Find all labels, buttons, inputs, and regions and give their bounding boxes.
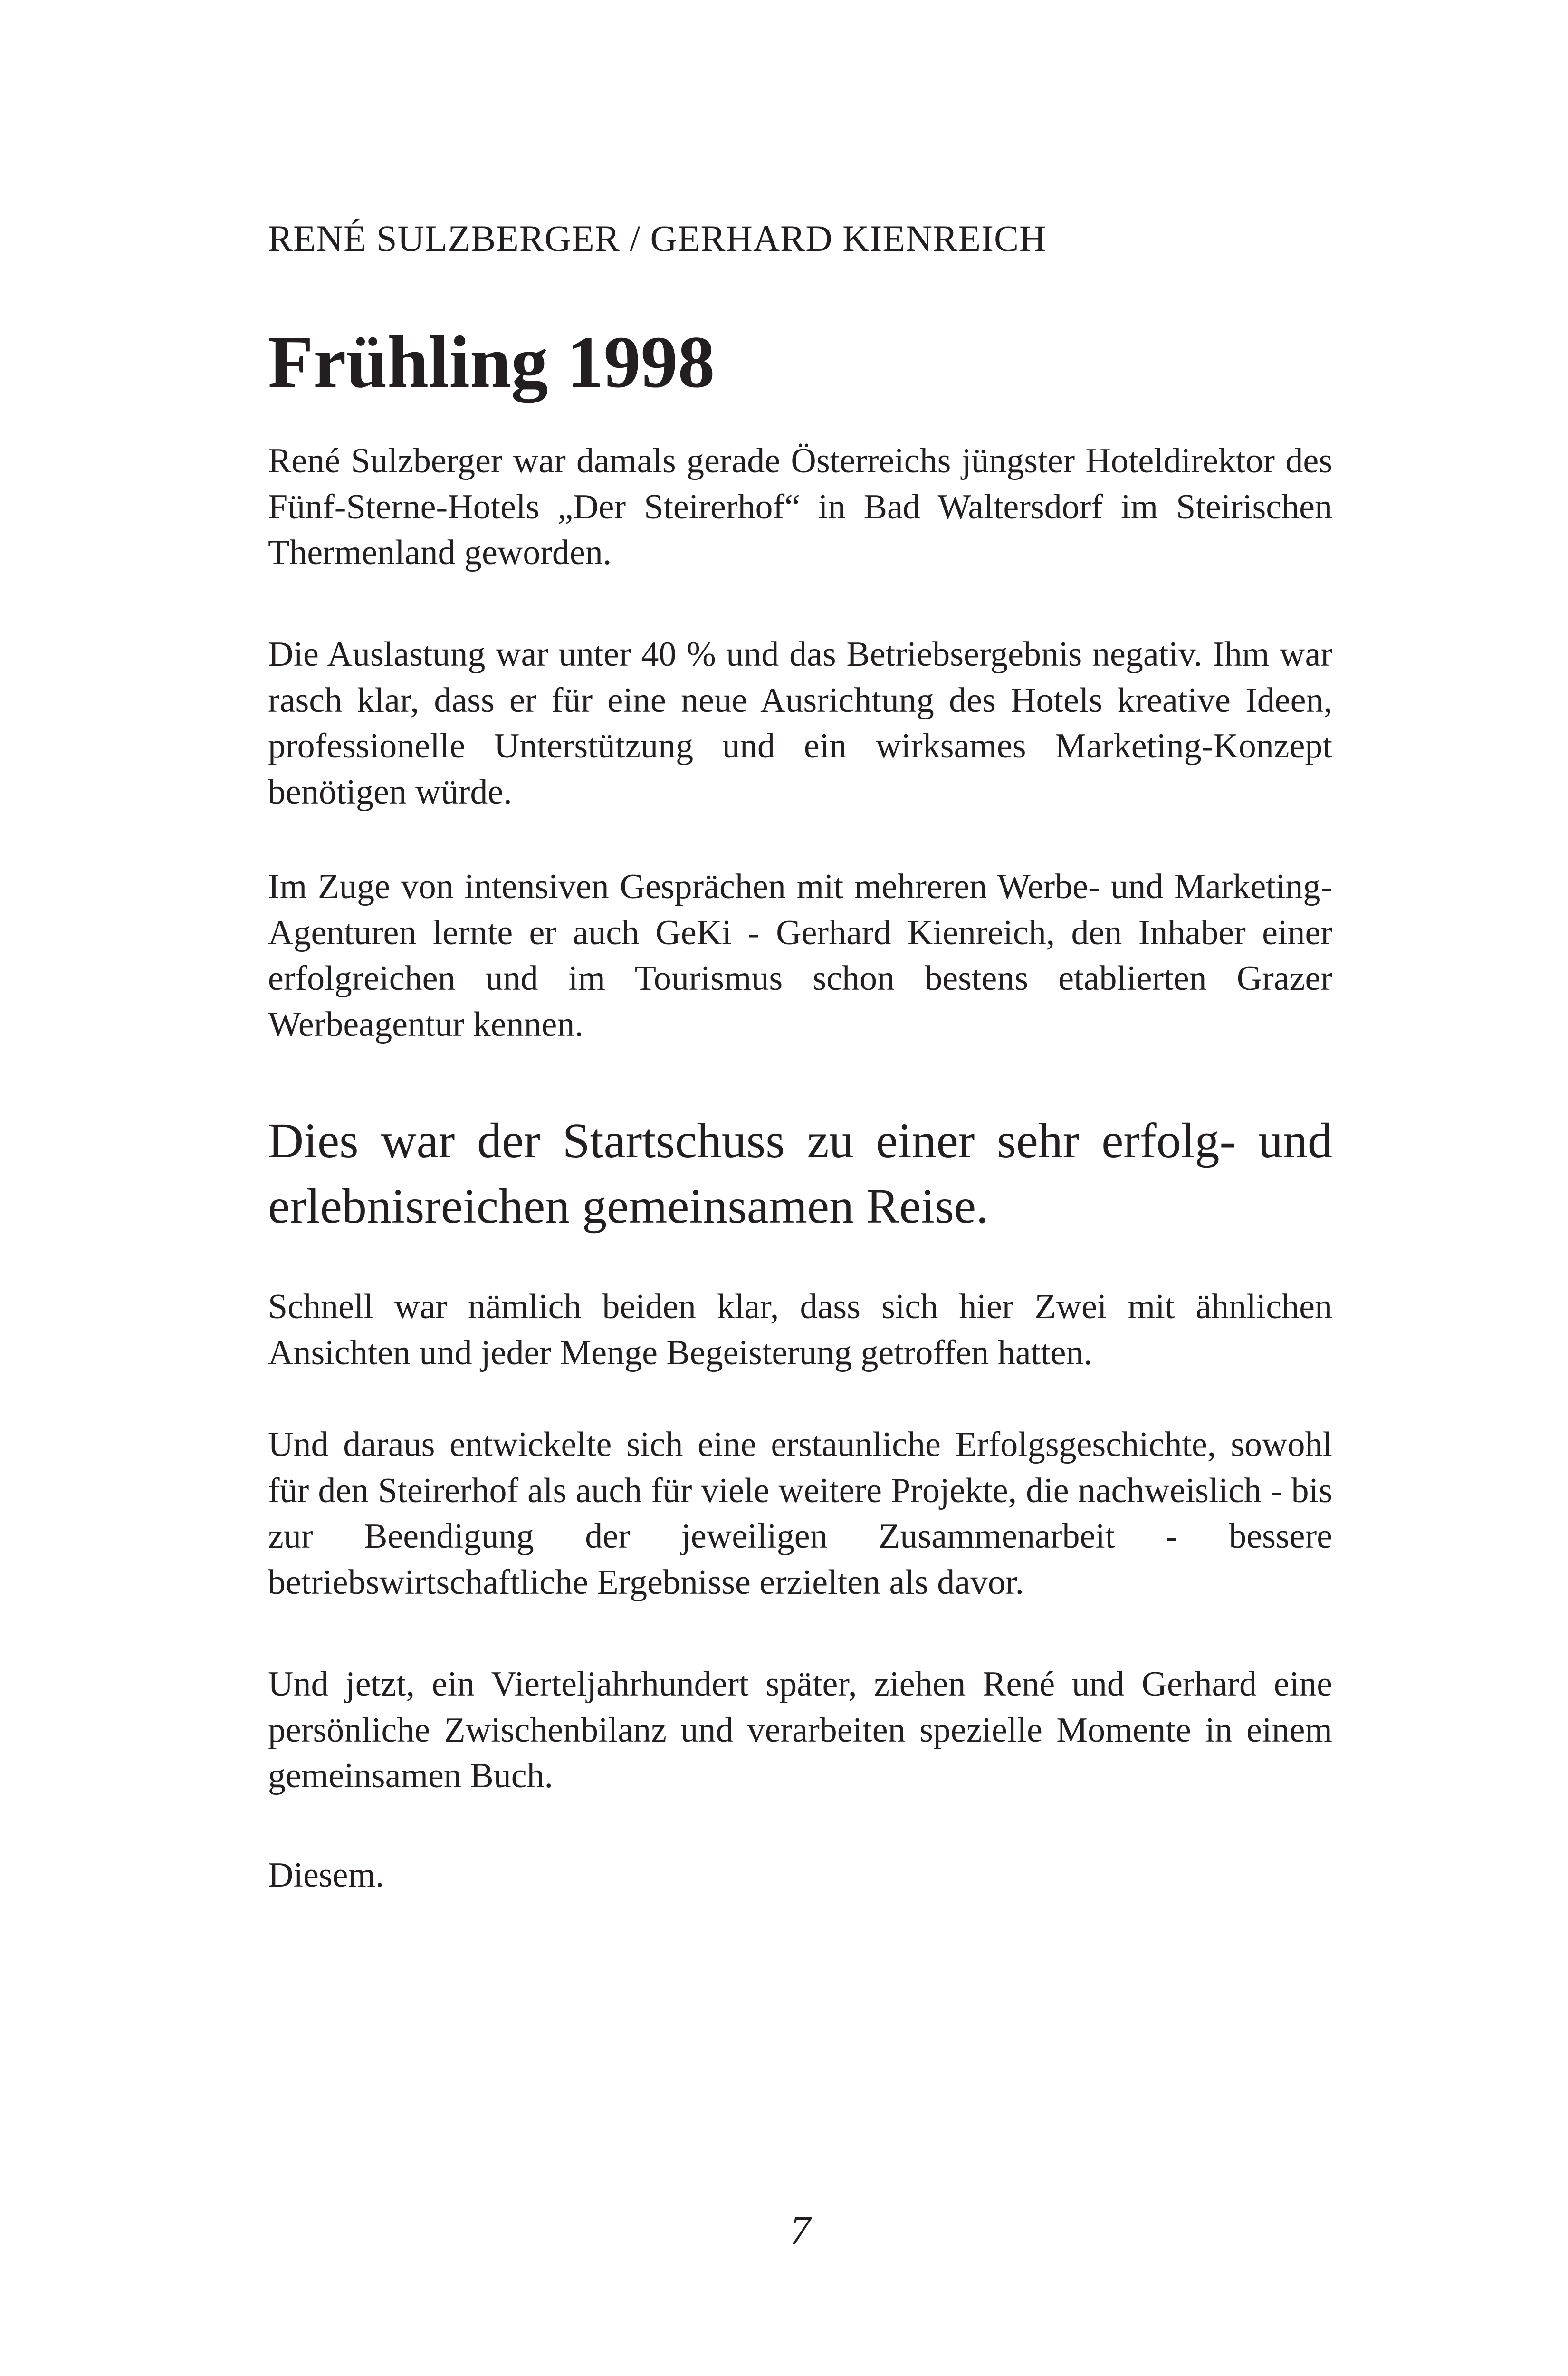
- author-header: RENÉ SULZBERGER / GERHARD KIENREICH: [268, 218, 1047, 259]
- body-paragraph-4: Schnell war nämlich beiden klar, dass sich hier Zwei mit ähnlichen Ansichten und jeder Menge Begeisterung getroffen hatten.: [268, 1287, 1332, 1372]
- chapter-title: Frühling 1998: [268, 321, 715, 403]
- body-paragraph-5: Und daraus entwickelte sich eine erstaunliche Erfolgsgeschichte, sowohl für den Steirerhof als auch für viele weitere Projekte, die nachweislich - bis zur Beendigung der jeweiligen Zusammenarbeit - bessere betriebswirtschaftliche Ergebnisse erzielten als davor.: [268, 1425, 1332, 1602]
- body-paragraph-2: Die Auslastung war unter 40 % und das Betriebsergebnis negativ. Ihm war rasch klar, dass er für eine neue Ausrichtung des Hotels kreative Ideen, professionelle Unterstützung und ein wirksames Marketing-Konzept benötigen würde.: [268, 635, 1332, 812]
- highlight-statement: Dies war der Startschuss zu einer sehr erfolg- und erlebnisreichen gemeinsamen Reise.: [268, 1113, 1332, 1234]
- body-paragraph-6: Und jetzt, ein Vierteljahrhundert später, ziehen René und Gerhard eine persönliche Zwischenbilanz und verarbeiten spezielle Momente in einem gemeinsamen Buch.: [268, 1665, 1332, 1795]
- body-paragraph-1: René Sulzberger war damals gerade Österreichs jüngster Hoteldirektor des Fünf-Sterne-Hotels „Der Steirerhof“ in Bad Waltersdorf im Steirischen Thermenland geworden.: [268, 441, 1332, 572]
- body-paragraph-7: Diesem.: [268, 1856, 384, 1895]
- body-paragraph-3: Im Zuge von intensiven Gesprächen mit mehreren Werbe- und Marketing-Agenturen lernte er auch GeKi - Gerhard Kienreich, den Inhaber einer erfolgreichen und im Tourismus schon bestens etablierten Grazer Werbeagentur kennen.: [268, 867, 1332, 1044]
- page-number: 7: [790, 2208, 811, 2254]
